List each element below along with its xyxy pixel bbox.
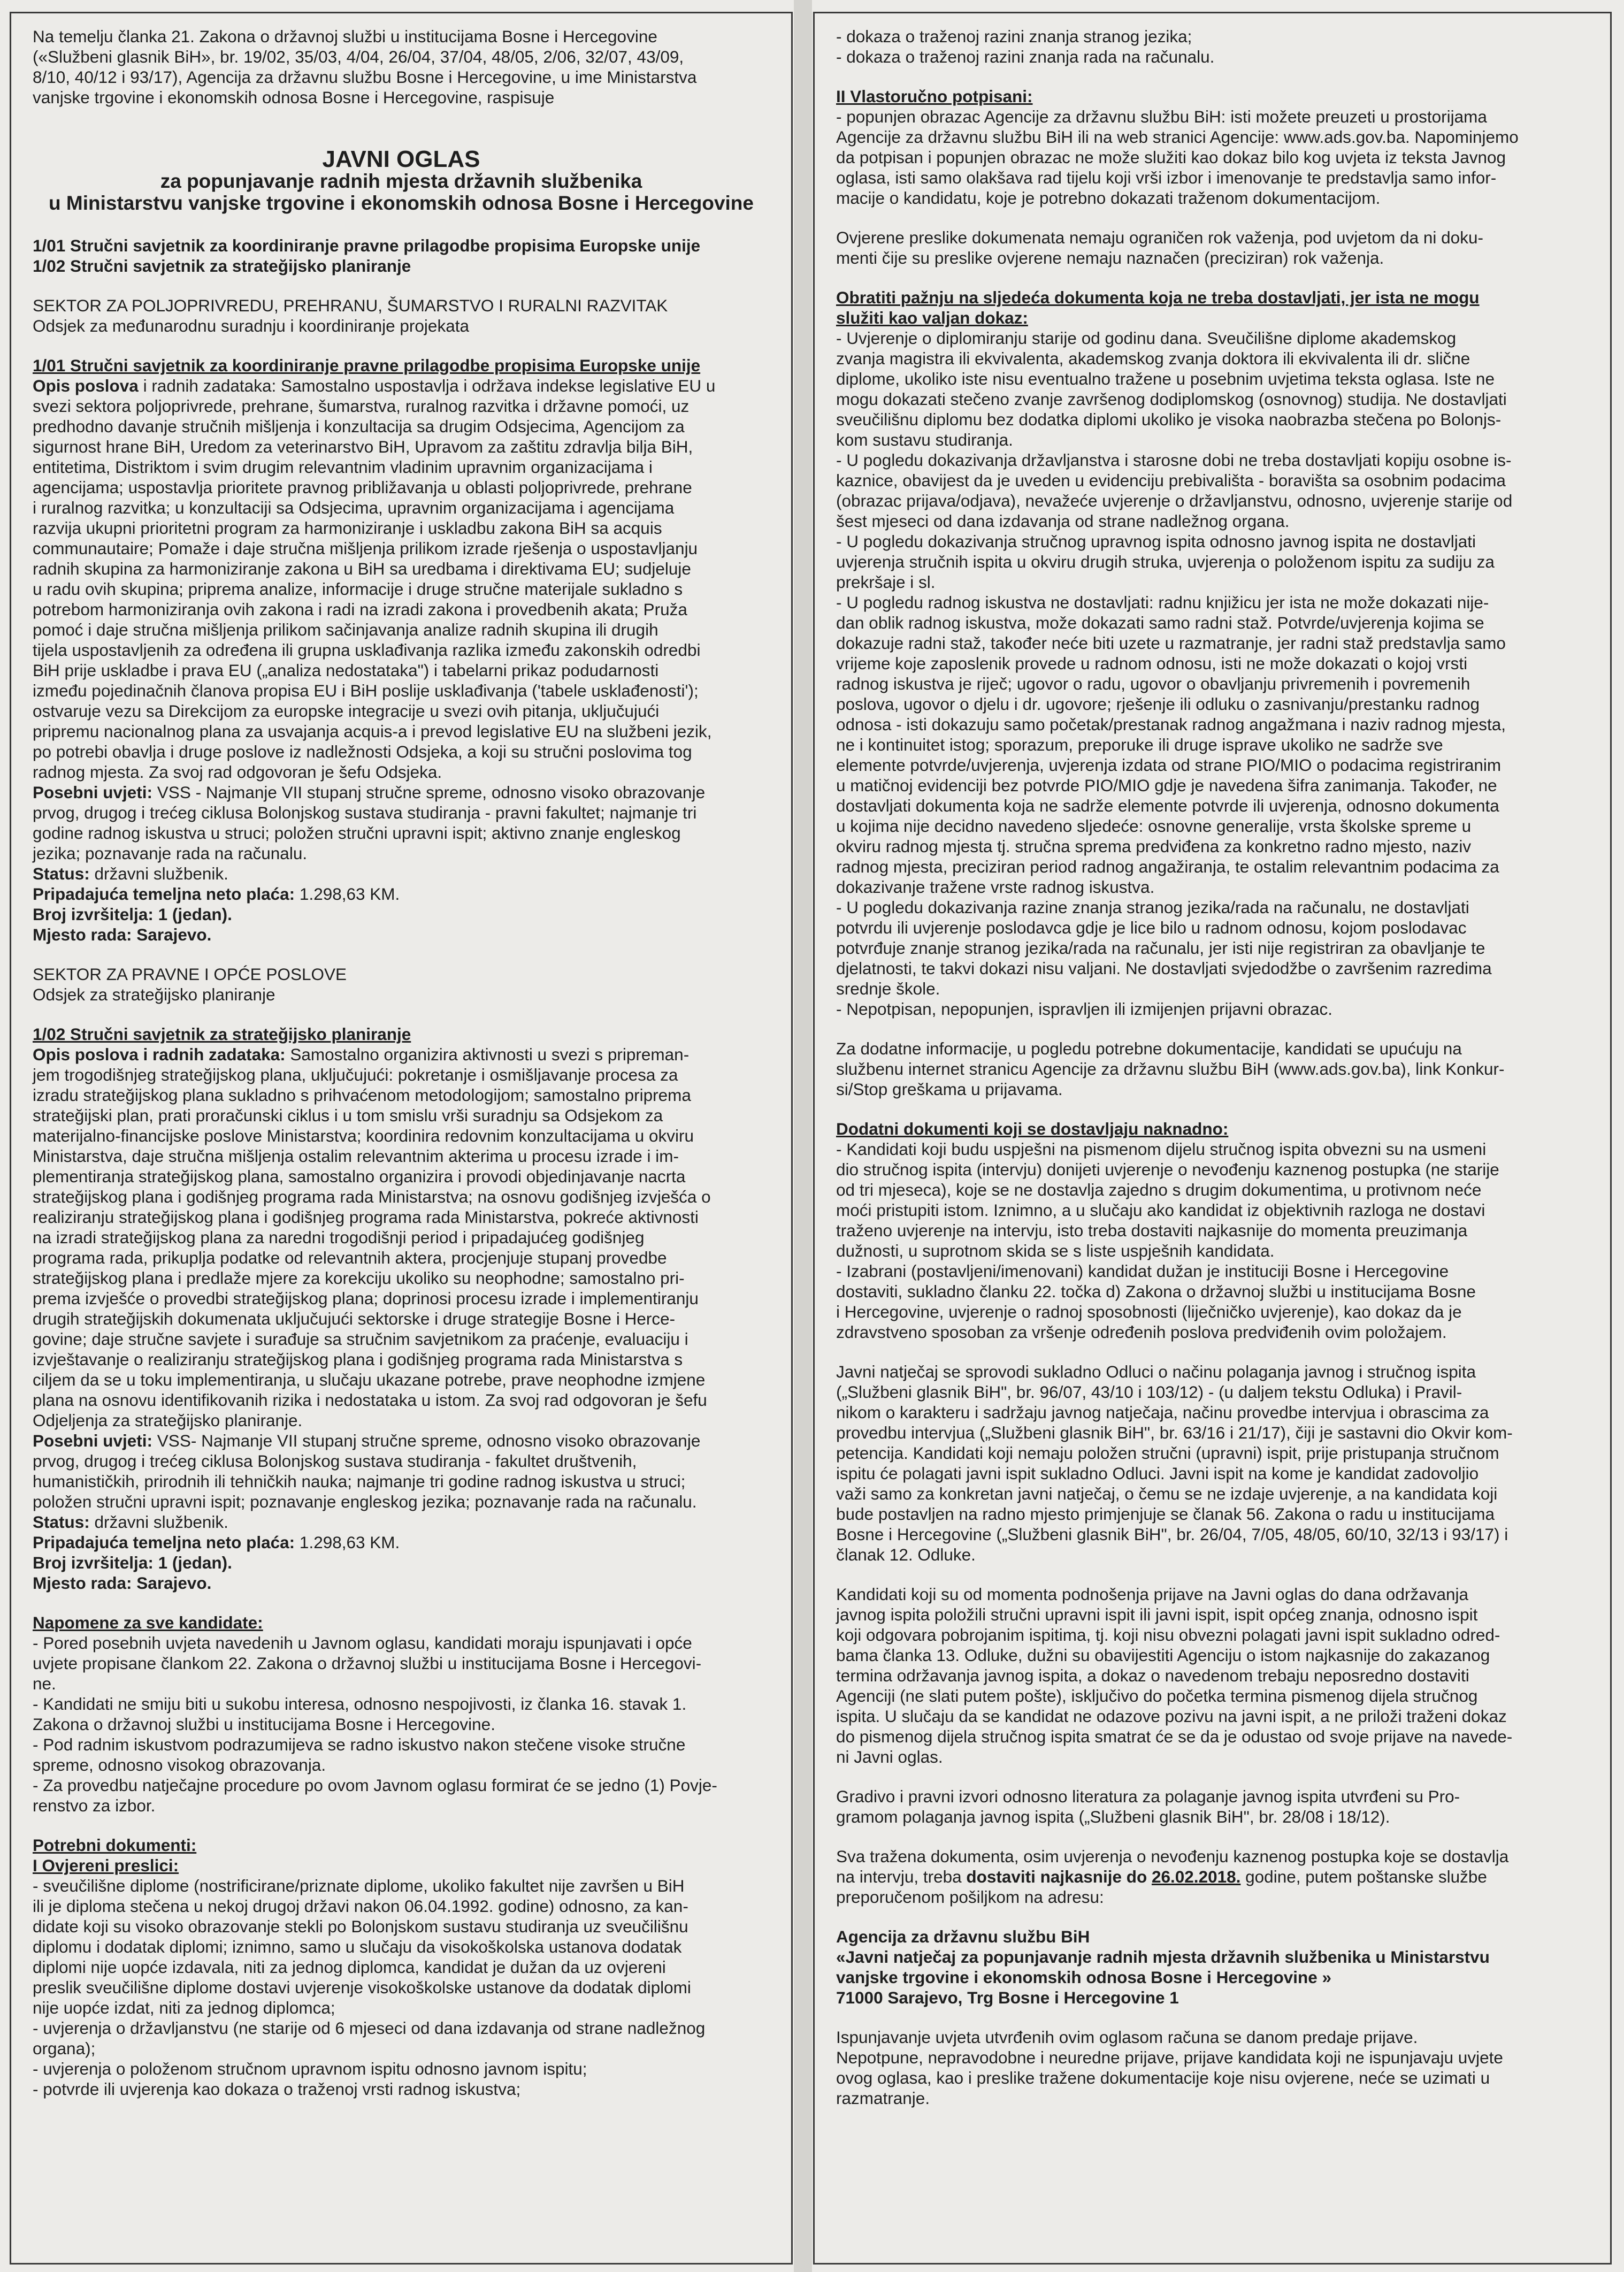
text-line: u radu ovih skupina; pripremа analize, informacije i druge stručne materijale sukladno s — [33, 579, 683, 599]
text-line: ne. — [33, 1674, 56, 1693]
additional-documents-section — [836, 1119, 1589, 1342]
text-line: između pojedinačnih članova propisa EU i BiH poslije usklađivanja ('tabele usklađenosti'); — [33, 681, 699, 700]
text-line: si/Stop greškama u prijavama. — [836, 1080, 1063, 1099]
text-line: petencija. Kandidati koji nemaju položen stručni (upravni) ispit, prije pristupanja stručnom — [836, 1443, 1499, 1463]
text-line — [33, 1532, 770, 1552]
text-line: važi samo za konkretan javni natječaj, o čemu se ne izdaje uvjerenje, a na kandidata koji — [836, 1484, 1498, 1503]
section-heading: Dodatni dokumenti koji se dostavljaju naknadno: — [836, 1119, 1229, 1138]
text-line: predhodno davanje stručnih mišljenja i konzultacija sa drugim Odsjecima, Agencijom za — [33, 417, 685, 436]
text-line — [33, 1044, 770, 1065]
text-line: pomoć i daje stručna mišljenja prilikom sačinjavanja analize radnih skupina ili drugih — [33, 620, 658, 639]
text-line: diplomu i dodatak diplomi; iznimno, samo u slučaju da visokoškolska ustanova dodatak — [33, 1937, 682, 1956]
text-line: elemente potvrde/uvjerenja, uvjerenja izdata od strane PIO/MIO o podacima registriranim — [836, 755, 1502, 775]
text-line: uvjerenja stručnih ispita u okviru drugih struka, uvjerenja o položenom ispitu za sudiju za — [836, 552, 1495, 571]
text-line: vrijeme koje zaposlenik provede u radnom odnosu, isti ne može dokazati o kojoj vrsti — [836, 654, 1468, 673]
text-line: dostaviti, sukladno članku 22. točka d) Zakona o državnoj službi u institucijama Bosne — [836, 1282, 1476, 1301]
text-line: kom sustavu studiranja. — [836, 430, 1013, 449]
address-line: Agencija za državnu službu BiH — [836, 1927, 1090, 1946]
deadline-date: 26.02.2018. — [1151, 1867, 1241, 1886]
text-line: na izradi strateğijskog plana za naredni trogodišnji period i pripadajućeg godišnjeg — [33, 1228, 645, 1247]
text-line — [33, 376, 770, 396]
text-line: odnosa - isti dokazuju samo početak/prestanak radnog angažmana i naziv radnog mjesta, — [836, 715, 1506, 734]
right-column — [813, 12, 1612, 2265]
text: VSS- Najmanje VII stupanj stručne spreme, odnosno visoko obrazovanje — [152, 1431, 701, 1450]
text-line: - Kandidati koji budu uspješni na pismenom dijelu stručnog ispita obvezni su na usmeni — [836, 1139, 1487, 1159]
text-line: Gradivo i pravni izvori odnosno literatura za polaganje javnog ispita utvrđeni su Pro- — [836, 1787, 1460, 1806]
text: 1.298,63 KM. — [295, 1533, 400, 1552]
text-line: ostvaruje vezu sa Direkcijom za europske integracije u svezi ovih pitanja, uključujući — [33, 701, 660, 721]
text-line: - Uvjerenje o diplomiranju starije od godinu dana. Sveučilišne diplome akademskog — [836, 328, 1457, 348]
text-line: - uvjerenja o državljanstvu (ne starije od 6 mjeseci od dana izdavanja od strane nadležnog — [33, 2018, 706, 2038]
text-line: strateğijskog plana i predlaže mjere za korekciju ukoliko su neophodne; samostalno pri- — [33, 1268, 685, 1288]
text-line: sigurnost hrane BiH, Uredom za veterinarstvo BiH, Upravom za zaštitu zdravlja bilja BiH, — [33, 437, 693, 456]
text-line: radnog mjesta. Za svoj rad odgovoran je šefu Odsjeka. — [33, 762, 442, 782]
text-line: programa rada, prikuplja podatke od relevantnih aktera, procjenjuje stupanj provedbe — [33, 1248, 667, 1267]
text-line: diplome, ukoliko iste nisu eventualno tražene u posebnim uvjetima teksta oglasa. Iste ne — [836, 369, 1495, 388]
text-line: zvanja magistra ili ekvivalenta, akademskog zvanja doktora ili ekvivalenta ili dr. slične — [836, 349, 1470, 368]
section-heading: I Ovjereni preslici: — [33, 1856, 179, 1875]
section-heading: Napomene za sve kandidate: — [33, 1613, 263, 1632]
text-line: nije uopće izdat, niti za jednog diplomca; — [33, 1998, 335, 2017]
text-line: ciljem da se u toku implementiranja, u slučaju ukazane potrebe, prave neophodne izmjene — [33, 1370, 706, 1389]
label: Posebni uvjeti: — [33, 783, 153, 802]
text-line: godine radnog iskustva u struci; položen stručni upravni ispit; aktivno znanje engleskog — [33, 823, 681, 843]
text-line: termina održavanja javnog ispita, a dokaz o navedenom trebaju neposredno dostaviti — [836, 1666, 1469, 1685]
text-line: diplomi nije uopće izdavala, niti za jednog diplomca, kandidat je dužan da uz ovjereni — [33, 1957, 666, 1977]
text-line: - popunjen obrazac Agencije za državnu službu BiH: isti možete preuzeti u prostorijama — [836, 107, 1487, 126]
text-line: prema izvješće o provedbi strateğijskog plana; doprinosi procesu izrade i implementiranju — [33, 1289, 699, 1308]
text-line: ili je diploma stečena u nekoj drugoj državi nakon 06.04.1992. godine) odnosno, za kan- — [33, 1896, 688, 1916]
text-line: da potpisan i popunjen obrazac ne može služiti kao dokaz bilo kog uvjeta iz teksta Javnog — [836, 148, 1506, 167]
text-line: Odjeljenja za strateğijsko planiranje. — [33, 1411, 303, 1430]
section-heading: II Vlastoručno potpisani: — [836, 87, 1033, 106]
label: Posebni uvjeti: — [33, 1431, 153, 1450]
text-line: didate koji su visoko obrazovanje stekli po Bolonjskom sustavu studiranja uz sveučilišnu — [33, 1917, 688, 1936]
text-line: Bosne i Hercegovine („Službeni glasnik BiH", br. 26/04, 7/05, 48/05, 60/10, 32/13 i 93/17) i — [836, 1525, 1508, 1544]
section-heading: Potrebni dokumenti: — [33, 1835, 197, 1855]
notes-section — [33, 1612, 770, 1816]
text-line: - Kandidati ne smiju biti u sukobu interesa, odnosno nespojivosti, iz članka 16. stavak 1. — [33, 1694, 687, 1713]
text-line: potrebom harmoniziranja ovih zakona i radi na izradi zakona i provedbenih akata; Pruža — [33, 600, 687, 619]
text-line: razvija ukupni prioritetni program za harmoniziranje i uskladbu zakona BiH sa acquis — [33, 518, 662, 538]
text-line: bude postavljen na radno mjesto primjenjuje se članak 56. Zakona o radu u institucijama — [836, 1504, 1495, 1524]
deadline-label: dostaviti najkasnije do — [966, 1867, 1152, 1886]
text-line: realiziranju strateğijskog plana i godišnjeg programa rada Ministarstva, pokreće aktivnosti — [33, 1207, 699, 1227]
text-line: Agencije za državnu službu BiH ili na web stranici Agencije: www.ads.gov.ba. Napominjemo — [836, 127, 1519, 147]
text-line: jezika; poznavanje rada na računalu. — [33, 844, 308, 863]
text-line: dio stručnog ispita (intervju) donijeti uvjerenje o nevođenju kaznenog postupka (ne starije — [836, 1160, 1499, 1179]
text-line: dokazivanje tražene vrste radnog iskustva. — [836, 877, 1155, 897]
text-line: potvrđuje znanje stranog jezika/rada na računalu, jer isti nije registriran za obavljanje te — [836, 938, 1485, 958]
text: na intervju, treba — [836, 1867, 967, 1886]
text-line: sveučilišnu diplomu bez dodatka diplomi ukoliko je visoka naobrazba stečena po Bolonjs- — [836, 410, 1502, 429]
text-line: 8/10, 40/12 i 93/17), Agencija za državnu službu Bosne i Hercegovine, u ime Ministarstva — [33, 67, 697, 87]
text-line: ne i kontinuitet istog; sporazum, preporuke ili druge isprave ukoliko ne sadrže sve — [836, 735, 1443, 754]
announcement-subtitle: u Ministarstvu vanjske trgovine i ekonomskih odnosa Bosne i Hercegovine — [49, 192, 754, 214]
text-line: razmatranje. — [836, 2089, 930, 2108]
text-line: spreme, odnosno visokog obrazovanja. — [33, 1755, 326, 1774]
text-line: gramom polaganja javnog ispita („Službeni glasnik BiH", br. 28/08 i 18/12). — [836, 1807, 1390, 1826]
position-heading: 1/02 Stručni savjetnik za strateğijsko planiranje — [33, 1024, 411, 1044]
signed-documents-section — [836, 86, 1589, 208]
label: Pripadajuća temeljna neto plaća: — [33, 884, 295, 904]
text-line: - Pored posebnih uvjeta navedenih u Javnom oglasu, kandidati moraju ispunjavati i opće — [33, 1633, 692, 1653]
text-line: - sveučilišne diplome (nostrificirane/priznate diplome, ukoliko fakultet nije završen u BiH — [33, 1876, 685, 1895]
text-line: poslova, ugovor o djelu i dr. ugovore; rješenje ili odluku o zasnivanju/prestanku radnog — [836, 694, 1480, 714]
text-line: preslik sveučilišne diplome dostavi uvjerenje visokoškolske ustanove da dodatak diplomi — [33, 1978, 691, 1997]
text-line: od tri mjeseca), koje se ne dostavlja zajedno s drugim dokumentima, u protivnom neće — [836, 1180, 1482, 1199]
text-line: traženo uvjerenje na intervju, isto treba dostaviti najkasnije do momenta preuzimanja — [836, 1221, 1468, 1240]
text-line: pripremu nacionalnog plana za usvajanja acquis-a i prevod legislative EU na službeni jezik, — [33, 722, 712, 741]
text-line: - Za provedbu natječajne procedure po ovom Javnom oglasu formirat će se jedno (1) Povje- — [33, 1776, 717, 1795]
text-line: BiH prije uskladbe i prava EU („analiza nedostataka") i tabelarni prikaz podudarnosti — [33, 661, 659, 680]
text: VSS - Najmanje VII stupanj stručne spreme, odnosno visoko obrazovanje — [152, 783, 706, 802]
text: državni službenik. — [89, 864, 228, 883]
text-line: do pismenog dijela stručnog ispita smatrat će se da je odustao od svoje prijave na navede- — [836, 1727, 1513, 1746]
text-line: organa); — [33, 2039, 96, 2058]
text-line: srednje škole. — [836, 979, 940, 998]
text-line: ispitu će polagati javni ispit sukladno Odluci. Javni ispit na kome je kandidat zadovoljio — [836, 1464, 1479, 1483]
address-line: 71000 Sarajevo, Trg Bosne i Hercegovine 1 — [836, 1988, 1179, 2007]
text-line: - Izabrani (postavljeni/imenovani) kandidat dužan je instituciji Bosne i Hercegovine — [836, 1261, 1449, 1281]
section-heading: služiti kao valjan dokaz: — [836, 308, 1028, 327]
text-line: dostavljati dokumenta koja ne sadrže elemente potvrde ili uvjerenja, odnosno dokumenta — [836, 796, 1499, 815]
text-line: koji odgovara pobrojanim ispitima, tj. koji nisu obvezni polagati javni ispit sukladno odred- — [836, 1625, 1500, 1644]
text-line: i ruralnog razvitka; u konzultaciji sa Odsjecima, upravnim organizacijama i agencijama — [33, 498, 675, 517]
text-line: dužnosti, u suprotnom skida se s liste uspješnih kandidata. — [836, 1241, 1275, 1260]
department-name: Odsjek za strateğijsko planiranje — [33, 985, 275, 1004]
text-line: vanjske trgovine i ekonomskih odnosa Bosne i Hercegovine, raspisuje — [33, 88, 555, 107]
text-line: Agenciji (ne slati putem pošte), isključivo do početka termina pismenog dijela stručnog — [836, 1686, 1478, 1705]
text-line: radnih skupina za harmoniziranje zakona u BiH sa uredbama i direktivama EU; sudjeluje — [33, 559, 691, 578]
announcement-title: JAVNI OGLAS — [322, 146, 480, 172]
invalid-documents-section — [836, 287, 1589, 1019]
text-line — [836, 1866, 1589, 1887]
text-line: Ministarstva, daje stručna mišljenja ostalim relevantnim akterima u procesu izrade i im- — [33, 1146, 679, 1166]
address-line: vanjske trgovine i ekonomskih odnosa Bosne i Hercegovine » — [836, 1968, 1332, 1987]
text-line: („Službeni glasnik BiH", br. 96/07, 43/10 i 103/12) - (u daljem tekstu Odluka) i Pravil- — [836, 1382, 1462, 1402]
text-line: Zakona o državnoj službi u institucijama Bosne i Hercegovine. — [33, 1715, 495, 1734]
address-line: «Javni natječaj za popunjavanje radnih mjesta državnih službenika u Ministarstvu — [836, 1947, 1490, 1967]
text-line: menti čije su preslike ovjerene nemaju naznačen (preciziran) rok važenja. — [836, 248, 1384, 267]
position-section — [33, 355, 770, 945]
sector-name: SEKTOR ZA POLJOPRIVREDU, PREHRANU, ŠUMARSTVO I RURALNI RAZVITAK — [33, 296, 668, 315]
text-line: entitetima, Distriktom i svim drugim relevantnim vladinim upravnim organizacijama i — [33, 457, 653, 477]
text-line: radnog iskustva je riječ; ugovor o radu, ugovor o obavljanju privremenih i povremenih — [836, 674, 1470, 693]
deadline-paragraph — [836, 1846, 1589, 1907]
text-line: - Pod radnim iskustvom podrazumijeva se radno iskustvo nakon stečene visoke stručne — [33, 1735, 686, 1754]
text-line: mogu dokazati stečeno zvanje završenog dodiplomskog (osnovnog) studija. Ne dostavljati — [836, 389, 1507, 409]
text: Samostalno organizira aktivnosti u svezi s pripreman- — [285, 1045, 690, 1064]
text-line: zdravstveno sposoban za vršenje određenih poslova predviđenih ovim položajem. — [836, 1322, 1447, 1342]
position-heading: 1/01 Stručni savjetnik za koordiniranje pravne prilagodbe propisima Europske unije — [33, 356, 701, 375]
text-line: Za dodatne informacije, u pogledu potrebne dokumentacije, kandidati se upućuju na — [836, 1039, 1462, 1058]
text-line: humanističkih, prirodnih ili tehničkih nauka; najmanje tri godine radnog iskustva u struci; — [33, 1472, 686, 1491]
text-line: renstvo za izbor. — [33, 1796, 156, 1815]
text-line: drugih strateğijskih dokumenata uključujući sektorske i druge strategije Bosne i Herce- — [33, 1309, 676, 1328]
text-line: nikom o karakteru i sadržaju javnog natječaja, načinu provedbe intervjua i obrascima za — [836, 1403, 1489, 1422]
text: i radnih zadataka: Samostalno uspostavlja i održava indekse legislative EU u — [138, 376, 716, 395]
text-line — [33, 1512, 770, 1532]
text-line: strateğijski plan, prati proračunski ciklus i u tom smislu vrši suradnju sa Odsjekom za — [33, 1106, 663, 1125]
text-line: djelatnosti, te takvi dokazi nisu valjani. Ne dostavljati svjedodžbe o završenim razredima — [836, 959, 1492, 978]
mailing-address — [836, 1926, 1589, 2008]
text-line — [33, 863, 770, 884]
text-line: Javni natječaj se sprovodi sukladno Odluci o načinu polaganja javnog i stručnog ispita — [836, 1362, 1476, 1381]
text-line — [33, 782, 770, 802]
text-line: - U pogledu dokazivanja stručnog upravnog ispita odnosno javnog ispita ne dostavljati — [836, 532, 1476, 551]
text-line: Mjesto rada: Sarajevo. — [33, 1573, 212, 1593]
text-line — [33, 1430, 770, 1451]
intro-paragraph — [33, 26, 770, 108]
text-line: preporučenom pošiljkom na adresu: — [836, 1887, 1104, 1907]
text-line: ovog oglasa, kao i preslike tražene dokumentacije koje nisu ovjerene, neće se uzimati u — [836, 2068, 1490, 2087]
text-line — [33, 884, 770, 904]
text-line: u matičnoj evidenciji bez potvrde PIO/MIO gdje je navedena šifra zanimanja. Također, ne — [836, 776, 1497, 795]
text-line: Kandidati koji su od momenta podnošenja prijave na Javni oglas do dana održavanja — [836, 1585, 1469, 1604]
text-line: - potvrde ili uvjerenja kao dokaza o traženoj vrsti radnog iskustva; — [33, 2079, 521, 2099]
text-line: kaznice, obavijest da je uveden u evidenciju prebivališta - boravišta sa osobnim podacima — [836, 471, 1506, 490]
text-line: ispita. U slučaju da se kandidat ne odazove pozivu na javni ispit, a ne priloži traženi dokaz — [836, 1707, 1507, 1726]
text: 1.298,63 KM. — [295, 884, 400, 904]
text-line: Ispunjavanje uvjeta utvrđenih ovim oglasom računa se danom predaje prijave. — [836, 2028, 1418, 2047]
text-line: i Hercegovine, uvjerenje o radnoj sposobnosti (liječničko uvjerenje), kao dokaz da je — [836, 1302, 1462, 1321]
text-line: okviru radnog mjesta tj. stručna sprema predviđena za konkretno radno mjesto, naziv — [836, 837, 1472, 856]
text-line: macije o kandidatu, koje je potrebno dokazati traženom dokumentacijom. — [836, 188, 1381, 208]
text-line: prvog, drugog i trećeg ciklusa Bolonjskog sustava studiranja - pravni fakultet; najmanje tri — [33, 803, 697, 822]
text-line: plana na osnovu identifikovanih rizika i nedostataka u istom. Za svoj rad odgovoran je šefu — [33, 1390, 707, 1410]
text-line: («Službeni glasnik BiH», br. 19/02, 35/03, 4/04, 26/04, 37/04, 48/05, 2/06, 32/07, 43/09, — [33, 47, 684, 66]
text-line: izradu strateğijskog plana sukladno s prihvaćenom metodologijom; samostalno priprema — [33, 1085, 691, 1105]
department-name: Odsjek za međunarodnu suradnju i koordiniranje projekata — [33, 316, 469, 335]
text: godine, putem poštanske službe — [1240, 1867, 1487, 1886]
text-line: - dokaza o traženoj razini znanja rada na računalu. — [836, 47, 1215, 66]
sector-name: SEKTOR ZA PRAVNE I OPĆE POSLOVE — [33, 965, 347, 984]
text-line: radnog mjesta, preciziran period radnog angažiranja, te ostalim relevantnim podacima za — [836, 857, 1499, 876]
text-line: službenu internet stranicu Agencije za državnu službu BiH (www.ads.gov.ba), link Konkur- — [836, 1059, 1505, 1078]
text-line: tijela uspostavljenih za određena ili grupna usklađivanja razlika između zakonskih odredbi — [33, 640, 701, 660]
text-line: položen stručni upravni ispit; poznavanje engleskog jezika; poznavanje rada na računalu. — [33, 1492, 697, 1511]
text-line: moći pristupiti istom. Iznimno, a u slučaju ako kandidat iz objektivnih razloga ne dostavi — [836, 1200, 1485, 1220]
text-line: - U pogledu dokazivanja državljanstva i starosne dobi ne treba dostavljati kopiju osobne is- — [836, 450, 1512, 470]
documents-section — [33, 1835, 770, 2099]
text-line: svezi sektora poljoprivrede, prehrane, šumarstva, ruralnog razvitka i državne pomoći, uz — [33, 396, 690, 416]
left-column — [10, 12, 793, 2265]
text-line: Sva tražena dokumenta, osim uvjerenja o nevođenju kaznenog postupka koje se dostavlja — [836, 1847, 1509, 1866]
text-line: plementiranja strateğijskog plana, samostalno organizira i provodi objedinjavanje nacrta — [33, 1167, 686, 1186]
text-line: u kojima nije decidno navedeno sljedeće: osnovne generalije, vrsta školske spreme u — [836, 816, 1472, 836]
text-line: potvrdu ili uvjerenje poslodavca gdje je lice bilo u radnom odnosu, kojom poslodavac — [836, 918, 1467, 937]
label: Opis poslova — [33, 376, 139, 395]
text-line: - U pogledu dokazivanja razine znanja stranog jezika/rada na računalu, ne dostavljati — [836, 898, 1469, 917]
text-line: izvještavanje o realiziranju strateğijskog plana i godišnjeg programa rada Ministarstva s — [33, 1350, 683, 1369]
text-line: - Nepotpisan, nepopunjen, ispravljen ili izmijenjen prijavni obrazac. — [836, 999, 1333, 1019]
label: Status: — [33, 864, 90, 883]
section-heading: Obratiti pažnju na sljedeća dokumenta koja ne treba dostavljati, jer ista ne mogu — [836, 288, 1480, 307]
text-line: - uvjerenja o položenom stručnom upravnom ispitu odnosno javnom ispitu; — [33, 2059, 587, 2078]
text-line: bama članka 13. Odluke, dužni su obavijestiti Agenciju o istom najkasnije do zakazanog — [836, 1646, 1490, 1665]
position-section — [33, 1024, 770, 1593]
text-line: agencijama; uspostavlja prioritete pravnog približavanja u oblasti poljoprivrede, prehrane — [33, 478, 692, 497]
text-line: provedbu intervjua („Službeni glasnik BiH", br. 63/16 i 21/17), čiji je sastavni dio Okvir kom- — [836, 1423, 1513, 1442]
text-line: Broj izvršitelja: 1 (jedan). — [33, 1553, 232, 1572]
text-line: Ovjerene preslike dokumenata nemaju ograničen rok važenja, pod uvjetom da ni doku- — [836, 228, 1483, 247]
label: Pripadajuća temeljna neto plaća: — [33, 1533, 295, 1552]
text-line: Na temelju članka 21. Zakona o državnoj službi u institucijama Bosne i Hercegovine — [33, 27, 657, 46]
label: Opis poslova i radnih zadataka: — [33, 1045, 286, 1064]
text-line: oglasa, isti samo olakšava rad tijelu koji vrši izbor i imenovanje te predstavlja samo infor- — [836, 168, 1497, 187]
text-line: dan oblik radnog iskustva, može dokazati samo radni staž. Potvrde/uvjerenja kojima se — [836, 613, 1484, 632]
text-line: prekršaje i sl. — [836, 572, 936, 592]
text-line: communautaire; Pomaže i daje stručna mišljenja prilikom izrade rješenja o uspostavljanju — [33, 539, 698, 558]
text-line: po potrebi obavlja i druge poslove iz nadležnosti Odsjeka, a koji su stručni poslovima tog — [33, 742, 692, 761]
text-line: dokazuje radni staž, također neće biti uzete u razmatranje, jer radni staž predstavlja samo — [836, 633, 1506, 653]
text-line: materijalno-financijske poslove Ministarstva; koordinira redovnim konzultacijama u okviru — [33, 1126, 694, 1145]
text-line: strateğijskog plana i godišnjeg programa rada Ministarstva; na osnovu godišnjeg izvješća o — [33, 1187, 711, 1206]
text-line: Broj izvršitelja: 1 (jedan). — [33, 905, 232, 924]
text-line: javnog ispita položili stručni upravni ispit ili javni ispit, ispit općeg znanja, odnosno ispit — [836, 1605, 1478, 1624]
text-line: jem trogodišnjeg strateğijskog plana, uključujući: pokretanje i osmišljavanje procesa za — [33, 1065, 678, 1084]
page-gutter — [794, 0, 812, 2272]
text-line: ni Javni oglas. — [836, 1747, 943, 1766]
text-line: govine; daje stručne savjete i surađuje sa stručnim savjetnikom za praćenje, evaluaciju i — [33, 1329, 688, 1349]
position-list-item: 1/01 Stručni savjetnik za koordiniranje pravne prilagodbe propisima Europske unije — [33, 236, 701, 255]
text-line: članak 12. Odluke. — [836, 1545, 976, 1564]
text-line: (obrazac prijava/odjava), nevažeće uvjerenje o državljanstvu, odnosno, uvjerenje starije od — [836, 491, 1513, 510]
label: Status: — [33, 1512, 90, 1532]
text-line: Nepotpune, nepravodobne i neuredne prijave, prijave kandidata koji ne ispunjavaju uvjete — [836, 2048, 1503, 2067]
text-line: - U pogledu radnog iskustva ne dostavljati: radnu knjižicu jer ista ne može dokazati nije- — [836, 593, 1489, 612]
text-line: - dokaza o traženoj razini znanja stranog jezika; — [836, 27, 1192, 46]
text-line: Mjesto rada: Sarajevo. — [33, 925, 212, 944]
text: državni službenik. — [89, 1512, 228, 1532]
position-list-item: 1/02 Stručni savjetnik za strateğijsko planiranje — [33, 256, 411, 276]
text-line: šest mjeseci od dana izdavanja od strane nadležnog organa. — [836, 511, 1290, 531]
text-line: prvog, drugog i trećeg ciklusa Bolonjskog sustava studiranja - fakultet društvenih, — [33, 1451, 637, 1471]
announcement-subtitle: za popunjavanje radnih mjesta državnih službenika — [160, 170, 642, 192]
text-line: uvjete propisane člankom 22. Zakona o državnoj službi u institucijama Bosne i Hercegovi- — [33, 1654, 702, 1673]
